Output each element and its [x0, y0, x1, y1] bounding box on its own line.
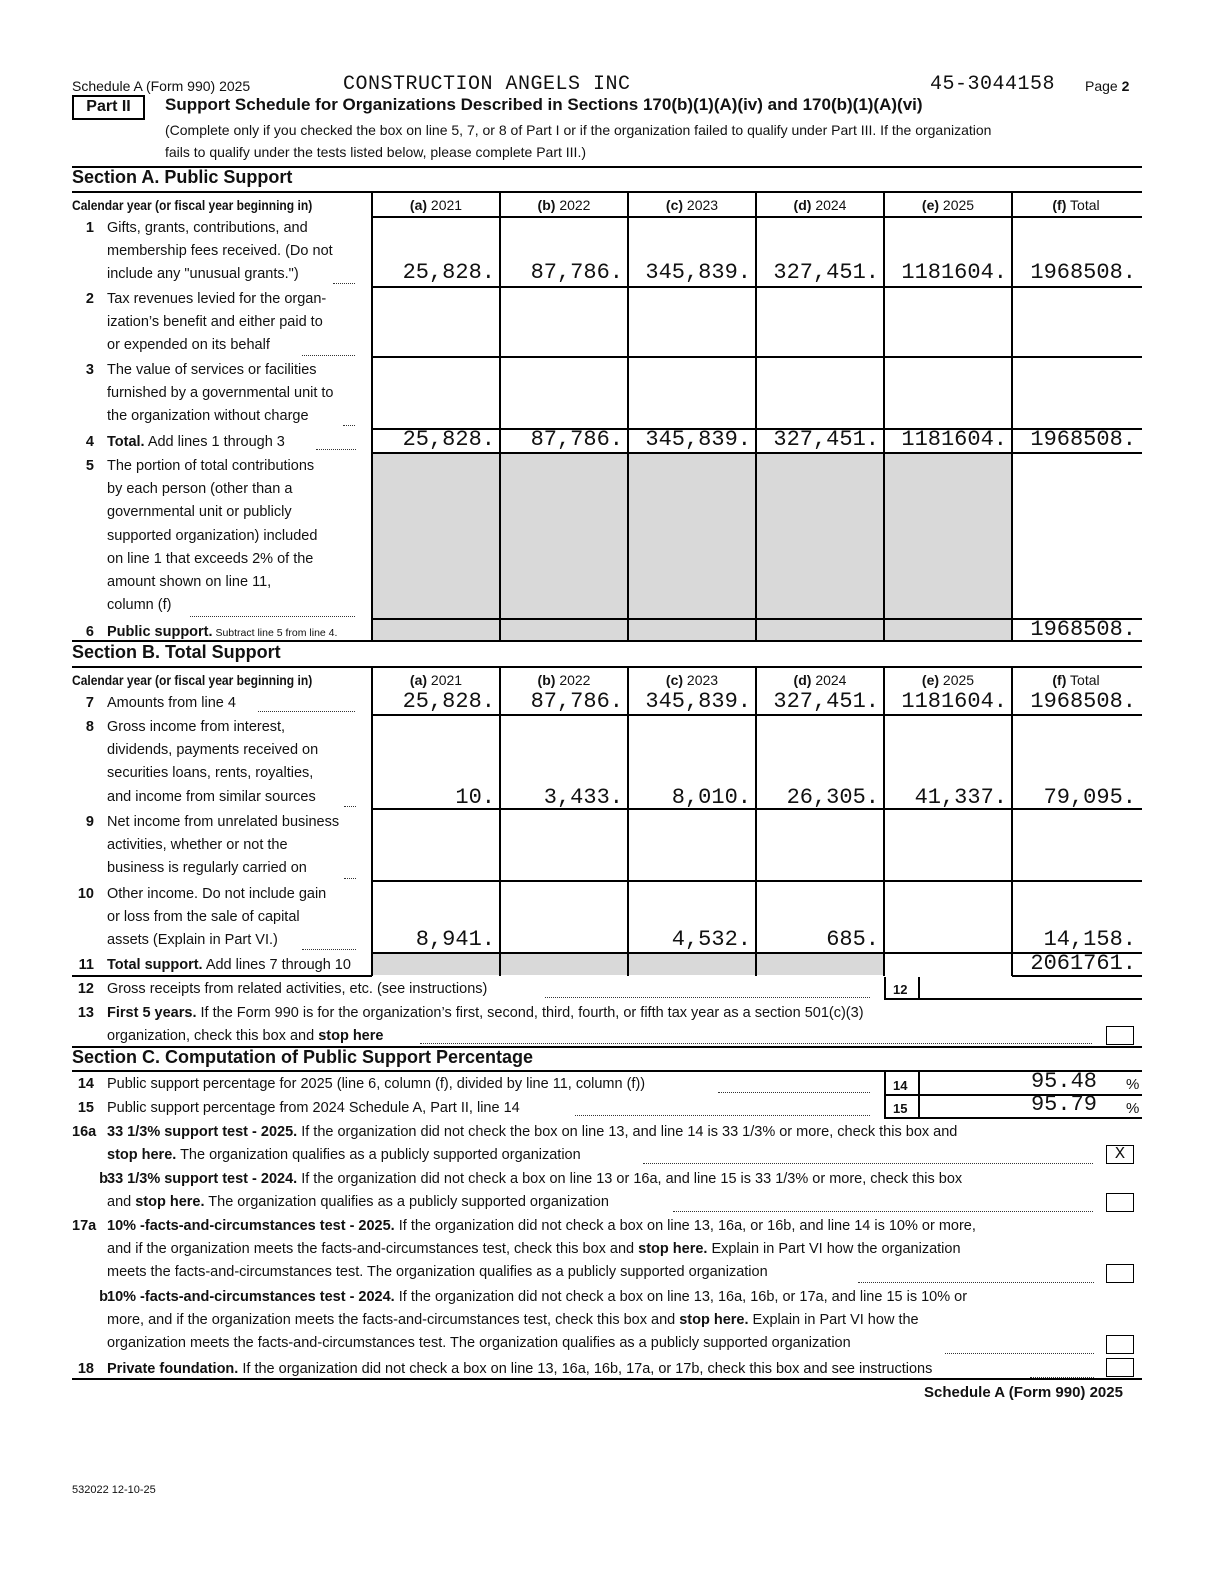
leader-dots: [302, 948, 356, 950]
calendar-year-label: Calendar year (or fiscal year beginning in): [72, 197, 313, 213]
line12-input[interactable]: [920, 977, 1140, 997]
line-number: 1: [85, 220, 94, 236]
col-d-header: (d) 2024: [793, 672, 847, 688]
divider: [884, 998, 1142, 1000]
line11-col-f: 2061761.: [1030, 951, 1136, 976]
line8-col-d: 26,305.: [786, 785, 879, 810]
line-number: b: [99, 1289, 108, 1305]
line-number: 11: [78, 957, 94, 973]
line-number: 12: [77, 981, 94, 997]
form-code: 532022 12-10-25: [72, 1484, 156, 1496]
leader-dots: [858, 1281, 1094, 1283]
col-c-header: (c) 2023: [665, 672, 719, 688]
line1-col-c: 345,839.: [645, 260, 751, 285]
line6-col-f: 1968508.: [1030, 617, 1136, 642]
line2-label: Tax revenues levied for the organ- ization’s benefit and either paid to or expended on its behalf: [107, 291, 327, 354]
line14-value: 95.48: [1030, 1069, 1097, 1094]
leader-dots: [302, 354, 355, 356]
leader-dots: [945, 1352, 1094, 1354]
line-number: 18: [77, 1361, 94, 1377]
leader-dots: [343, 424, 355, 426]
line14-box-label: 14: [893, 1078, 908, 1093]
line-number: b: [99, 1171, 108, 1187]
line6-label: Public support. Subtract line 5 from line 4.: [107, 624, 338, 640]
line7-col-c: 345,839.: [645, 689, 751, 714]
col-a-header: (a) 2021: [409, 672, 463, 688]
line3-label: The value of services or facilities furnished by a governmental unit to the organization without charge: [107, 362, 334, 425]
line-number: 9: [85, 814, 94, 830]
line10-col-d: 685.: [826, 927, 879, 952]
leader-dots: [545, 996, 870, 998]
col-e-header: (e) 2025: [921, 197, 975, 213]
leader-dots: [673, 1210, 1093, 1212]
leader-dots: [190, 615, 355, 617]
part-note-line2: fails to qualify under the tests listed below, please complete Part III.): [165, 144, 586, 160]
line-number: 6: [85, 624, 94, 640]
line9-label: Net income from unrelated business activities, whether or not the business is regularly carried on: [107, 814, 340, 877]
line17b-label: 10% -facts-and-circumstances test - 2024. If the organization did not check a box on line 13, 16a, 16b, or 17a, and line 15 is 10% or more, and if the organization meets the facts-and-circumstances test, check this box and stop here. Explain in Part VI how the organization meets the facts-and-circumstances test. The organization qualifies as a publicly supported organization: [107, 1289, 968, 1352]
section-a-title: Section A. Public Support: [72, 167, 293, 187]
line7-col-d: 327,451.: [773, 689, 879, 714]
line4-label: Total. Add lines 1 through 3: [107, 434, 285, 450]
line10-col-c: 4,532.: [671, 927, 751, 952]
line-number: 15: [77, 1100, 94, 1116]
line4-col-e: 1181604.: [901, 427, 1007, 452]
col-c-header: (c) 2023: [665, 197, 719, 213]
line4-col-c: 345,839.: [645, 427, 751, 452]
line4-col-a: 25,828.: [402, 427, 495, 452]
line4-col-b: 87,786.: [530, 427, 623, 452]
line8-col-b: 3,433.: [543, 785, 623, 810]
page-num: 2: [1121, 78, 1130, 94]
line17a-label: 10% -facts-and-circumstances test - 2025. If the organization did not check a box on line 13, 16a, or 16b, and line 14 is 10% or more, and if the organization meets the facts-and-circumstances test, check this box and stop here. Explain in Part VI how the organization meets the facts-and-circumstances test. The organization qualifies as a publicly supported organization: [107, 1218, 976, 1281]
divider: [72, 1378, 1142, 1380]
grid-line: [884, 977, 886, 999]
line7-col-b: 87,786.: [530, 689, 623, 714]
leader-dots: [643, 1162, 1093, 1164]
col-a-header: (a) 2021: [409, 197, 463, 213]
line15-percent: %: [1126, 1100, 1140, 1117]
page-number: [1085, 78, 1129, 94]
col-d-header: (d) 2024: [793, 197, 847, 213]
form-name: Schedule A (Form 990) 2025: [72, 78, 251, 94]
divider: [372, 286, 1142, 288]
line-number: 13: [77, 1005, 94, 1021]
divider: [72, 666, 1142, 668]
col-f-header: (f) Total: [1052, 197, 1100, 213]
line10-label: Other income. Do not include gain or loss from the sale of capital assets (Explain in Part VI.): [107, 886, 327, 949]
line7-col-e: 1181604.: [901, 689, 1007, 714]
line1-col-d: 327,451.: [773, 260, 879, 285]
line-number: 2: [85, 291, 94, 307]
line-number: 8: [85, 719, 94, 735]
line-number: 16a: [72, 1124, 97, 1140]
line-number: 3: [85, 362, 94, 378]
line-number: 7: [85, 695, 94, 711]
line15-label: Public support percentage from 2024 Schedule A, Part II, line 14: [107, 1100, 520, 1116]
line15-value: 95.79: [1030, 1092, 1097, 1117]
line1-col-f: 1968508.: [1030, 260, 1136, 285]
line18-checkbox[interactable]: [1106, 1358, 1134, 1377]
line15-box-label: 15: [893, 1101, 908, 1116]
leader-dots: [333, 282, 355, 284]
divider: [372, 216, 1142, 218]
divider: [72, 191, 1142, 193]
divider: [884, 1117, 1142, 1119]
leader-dots: [344, 877, 356, 879]
line17a-checkbox[interactable]: [1106, 1264, 1134, 1283]
line10-col-a: 8,941.: [415, 927, 495, 952]
line7-label: Amounts from line 4: [107, 695, 236, 711]
footer-form-name: Schedule A (Form 990) 2025: [924, 1384, 1123, 1401]
calendar-year-label-b: Calendar year (or fiscal year beginning in): [72, 672, 313, 688]
section-b-title: Section B. Total Support: [72, 642, 281, 662]
col-b-header: (b) 2022: [537, 672, 591, 688]
line5-shaded-area: [372, 453, 1012, 618]
leader-dots: [420, 1042, 1092, 1044]
line-number: 5: [85, 458, 94, 474]
col-e-header: (e) 2025: [921, 672, 975, 688]
line11-label: Total support. Add lines 7 through 10: [107, 957, 351, 973]
line13-label: First 5 years. If the Form 990 is for the organization’s first, second, third, fourth, or fifth tax year as a section 501(c)(3) organization, check this box and stop here: [107, 1005, 864, 1045]
divider: [372, 356, 1142, 358]
line7-col-a: 25,828.: [402, 689, 495, 714]
organization-name: CONSTRUCTION ANGELS INC: [343, 73, 631, 96]
line16b-checkbox[interactable]: [1106, 1193, 1134, 1212]
line5-label: The portion of total contributions by each person (other than a governmental unit or publicly supported organization) included on line 1 that exceeds 2% of the amount shown on line 11, column (f): [107, 458, 318, 614]
line16a-label: 33 1/3% support test - 2025. If the organization did not check the box on line 13, and line 14 is 33 1/3% or more, check this box and stop here. The organization qualifies as a publicly supported organization: [107, 1124, 958, 1164]
line8-col-e: 41,337.: [914, 785, 1007, 810]
leader-dots: [316, 448, 356, 450]
line-number: 14: [77, 1076, 94, 1092]
line14-label: Public support percentage for 2025 (line 6, column (f), divided by line 11, column (f)): [107, 1076, 646, 1092]
line8-col-a: 10.: [455, 785, 495, 810]
page-label: Page: [1085, 78, 1118, 94]
col-f-header: (f) Total: [1052, 672, 1100, 688]
grid-line: [1011, 193, 1013, 641]
line7-col-f: 1968508.: [1030, 689, 1136, 714]
line16b-label: 33 1/3% support test - 2024. If the organization did not check a box on line 13 or 16a, and line 15 is 33 1/3% or more, check this box and stop here. The organization qualifies as a publicly supported organization: [107, 1171, 963, 1211]
divider: [372, 880, 1142, 882]
col-b-header: (b) 2022: [537, 197, 591, 213]
line1-col-e: 1181604.: [901, 260, 1007, 285]
line12-label: Gross receipts from related activities, etc. (see instructions): [107, 981, 488, 997]
line4-col-f: 1968508.: [1030, 427, 1136, 452]
line12-box-label: 12: [893, 982, 908, 997]
leader-dots: [718, 1091, 870, 1093]
line8-col-c: 8,010.: [671, 785, 751, 810]
section-c-title: Section C. Computation of Public Support Percentage: [72, 1047, 534, 1067]
line-number: 17a: [72, 1218, 97, 1234]
line13-checkbox[interactable]: [1106, 1026, 1134, 1045]
part-note-line1: (Complete only if you checked the box on line 5, 7, or 8 of Part I or if the organization failed to qualify under Part III. If the organization: [165, 122, 992, 138]
line1-col-b: 87,786.: [530, 260, 623, 285]
line-number: 10: [77, 886, 94, 902]
part-title: Support Schedule for Organizations Described in Sections 170(b)(1)(A)(iv) and 170(b)(1)(A)(vi): [165, 95, 923, 114]
ein: 45-3044158: [930, 73, 1056, 96]
line-number: 4: [85, 434, 94, 450]
line1-label: Gifts, grants, contributions, and membership fees received. (Do not include any "unusual grants."): [107, 220, 333, 283]
leader-dots: [258, 710, 355, 712]
part-label: Part II: [72, 95, 145, 120]
line8-col-f: 79,095.: [1043, 785, 1136, 810]
line10-col-f: 14,158.: [1043, 927, 1136, 952]
divider: [372, 714, 1142, 716]
line8-label: Gross income from interest, dividends, payments received on securities loans, rents, royalties, and income from similar sources: [107, 719, 319, 805]
line18-label: Private foundation. If the organization did not check a box on line 13, 16a, 16b, 17a, or 17b, check this box and see instructions: [107, 1361, 933, 1377]
line14-percent: %: [1126, 1076, 1140, 1093]
leader-dots: [575, 1114, 870, 1116]
line6-shaded-area: [372, 619, 1012, 640]
line16a-checkbox[interactable]: X: [1106, 1145, 1134, 1164]
divider: [72, 975, 372, 977]
line17b-checkbox[interactable]: [1106, 1335, 1134, 1354]
divider: [372, 452, 1142, 454]
leader-dots: [344, 805, 356, 807]
line1-col-a: 25,828.: [402, 260, 495, 285]
line4-col-d: 327,451.: [773, 427, 879, 452]
